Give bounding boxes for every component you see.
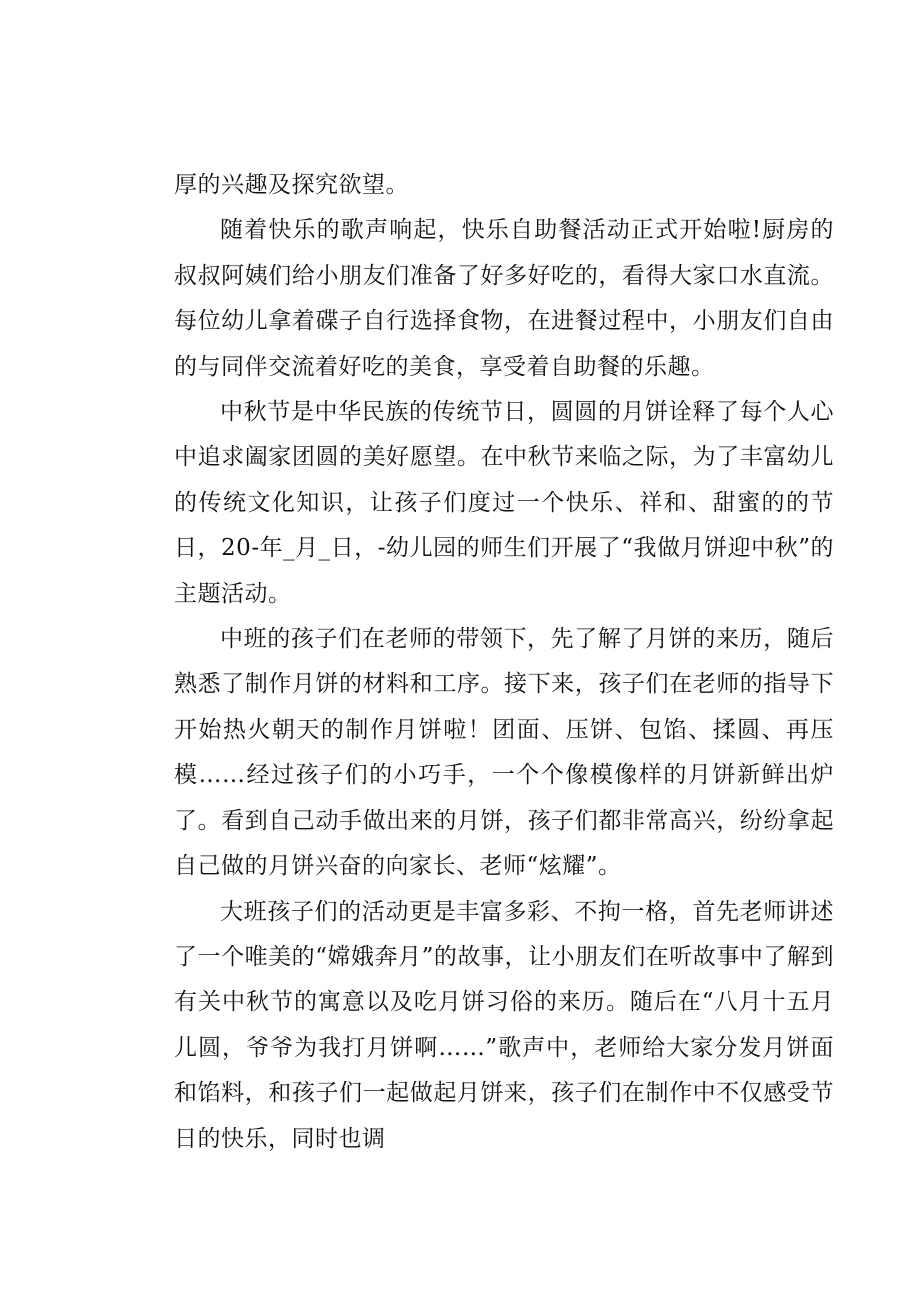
paragraph-buffet-activity: 随着快乐的歌声响起，快乐自助餐活动正式开始啦!厨房的叔叔阿姨们给小朋友们准备了好多好吃的，看得大家口水直流。每位幼儿拿着碟子自行选择食物，在进餐过程中，小朋友们自由的与同伴交流着好吃的美食，享受着自助餐的乐趣。 — [174, 217, 834, 380]
paragraph-mid-autumn-intro: 中秋节是中华民族的传统节日，圆圆的月饼诠释了每个人心中追求阖家团圆的美好愿望。在中秋节来临之际，为了丰富幼儿的传统文化知识，让孩子们度过一个快乐、祥和、甜蜜的的节日，20-年_月_日，-幼儿园的师生们开展了“我做月饼迎中秋”的主题活动。 — [174, 399, 834, 607]
paragraph-continuation: 厚的兴趣及探究欲望。 — [174, 172, 409, 198]
paragraph-senior-class: 大班孩子们的活动更是丰富多彩、不拘一格，首先老师讲述了一个唯美的“嫦娥奔月”的故事，让小朋友们在听故事中了解到有关中秋节的寓意以及吃月饼习俗的来历。随后在“八月十五月儿圆，爷爷为我打月饼啊……”歌声中，老师给大家分发月饼面和馅料，和孩子们一起做起月饼来，孩子们在制作中不仅感受节日的快乐，同时也调 — [174, 898, 834, 1152]
document-body — [174, 163, 834, 1162]
paragraph-middle-class: 中班的孩子们在老师的带领下，先了解了月饼的来历，随后熟悉了制作月饼的材料和工序。接下来，孩子们在老师的指导下开始热火朝天的制作月饼啦！团面、压饼、包馅、揉圆、再压模……经过孩子们的小巧手，一个个像模像样的月饼新鲜出炉了。看到自己动手做出来的月饼，孩子们都非常高兴，纷纷拿起自己做的月饼兴奋的向家长、老师“炫耀”。 — [174, 626, 834, 880]
